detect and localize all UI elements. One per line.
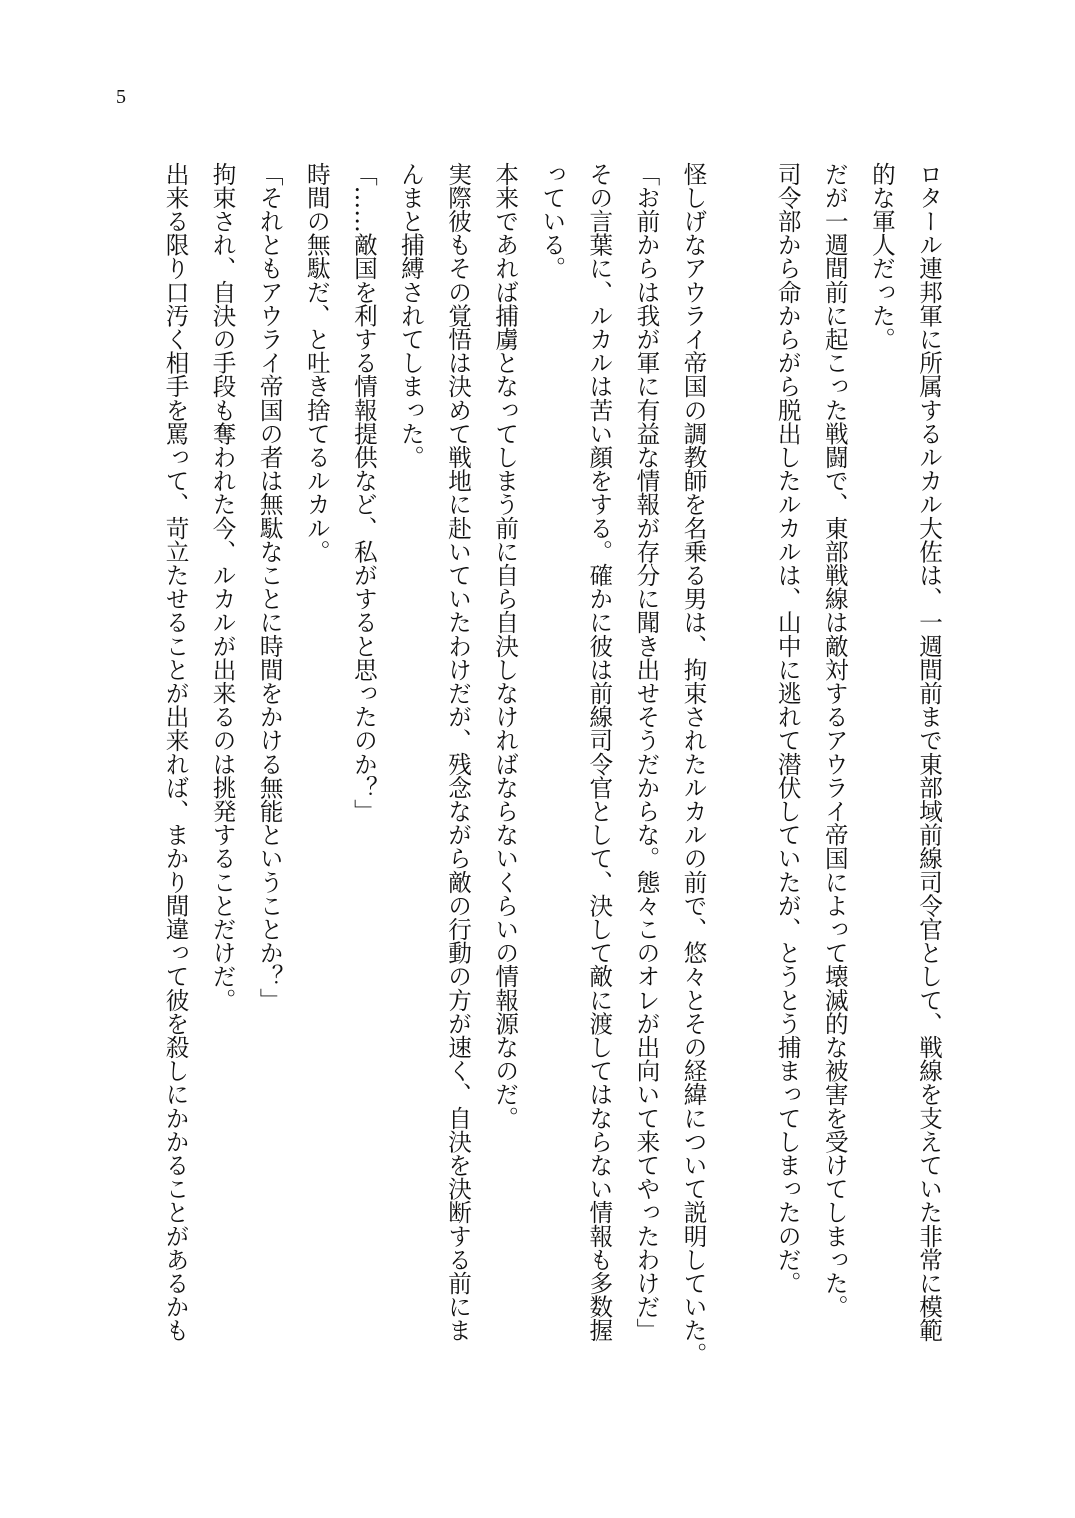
text-line: 的な軍人だった。 — [867, 162, 896, 351]
text-line: その言葉に、ルカルは苦い顔をする。確かに彼は前線司令官として、決して敵に渡してはならない情報も多数握 — [585, 162, 614, 1342]
text-line: っている。 — [538, 162, 567, 280]
text-line: 怪しげなアウライ帝国の調教師を名乗る男は、拘束されたルカルの前で、悠々とその経緯について説明していた。 — [679, 162, 708, 1366]
text-line: 時間の無駄だ、と吐き捨てるルカル。 — [302, 162, 331, 564]
text-line: 本来であれば捕虜となってしまう前に自ら自決しなければならないくらいの情報源なのだ。 — [491, 162, 520, 1130]
text-line: 「……敵国を利する情報提供など、私がすると思ったのか？」 — [349, 162, 378, 823]
text-line: 司令部から命からがら脱出したルカルは、山中に逃れて潜伏していたが、とうとう捕まってしまったのだ。 — [773, 162, 802, 1295]
text-line: 「お前からは我が軍に有益な情報が存分に聞き出せそうだからな。態々このオレが出向いて来てやったわけだ」 — [632, 162, 661, 1342]
text-line: 拘束され、自決の手段も奪われた今、ルカルが出来るのは挑発することだけだ。 — [208, 162, 237, 1012]
blank-line — [717, 162, 764, 1382]
text-line: だが一週間前に起こった戦闘で、東部戦線は敵対するアウライ帝国によって壊滅的な被害を受けてしまった。 — [820, 162, 849, 1319]
vertical-body-text — [151, 162, 952, 1382]
text-line: 出来る限り口汚く相手を罵って、苛立たせることが出来れば、まかり間違って彼を殺しにかかることがあるかも — [161, 162, 190, 1342]
text-line: 実際彼もその覚悟は決めて戦地に赴いていたわけだが、残念ながら敵の行動の方が速く、自決を決断する前にま — [444, 162, 473, 1342]
text-line: ロタール連邦軍に所属するルカル大佐は、一週間前まで東部域前線司令官として、戦線を支えていた非常に模範 — [915, 162, 943, 1342]
text-line: 「それともアウライ帝国の者は無駄なことに時間をかける無能ということか？」 — [255, 162, 284, 1012]
text-line: んまと捕縛されてしまった。 — [396, 162, 425, 469]
page-number: 5 — [116, 86, 126, 108]
